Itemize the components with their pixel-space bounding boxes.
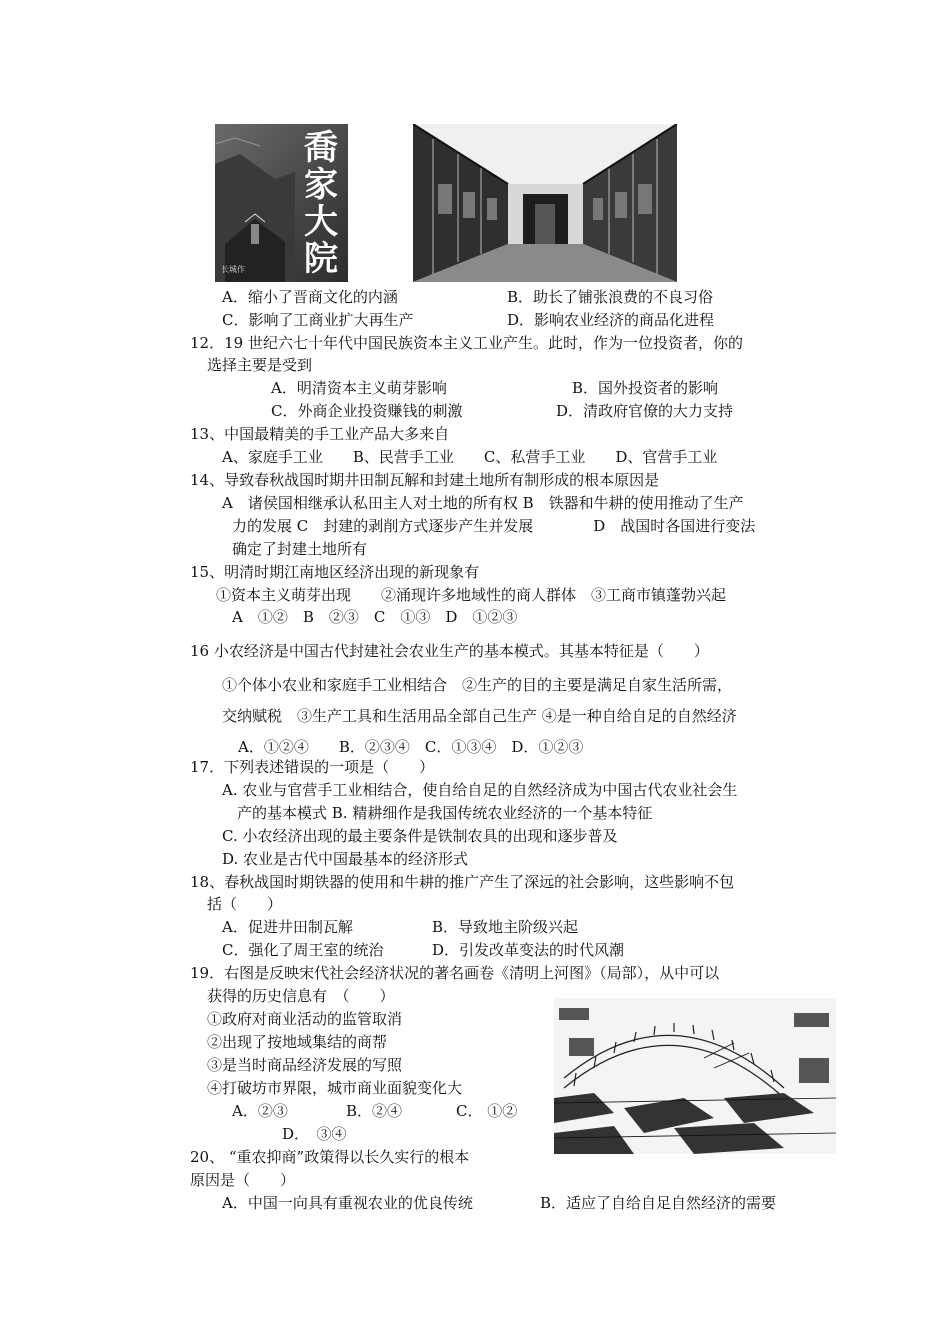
q16-stem: 16 小农经济是中国古代封建社会农业生产的基本模式。其基本特征是（ ） [190, 642, 709, 660]
q18-stem-line-1: 18、春秋战国时期铁器的使用和牛耕的推广产生了深远的社会影响，这些影响不包 [190, 873, 735, 891]
q15-stem: 15、明清时期江南地区经济出现的新现象有 [190, 563, 480, 581]
q20-option-a: A．中国一向具有重视农业的优良传统 [222, 1194, 473, 1212]
q13-options: A、家庭手工业 B、民营手工业 C、私营手工业 D、官营手工业 [222, 448, 718, 466]
q17-line-a2: 产的基本模式 B. 精耕细作是我国传统农业经济的一个基本特征 [237, 804, 653, 822]
q18-option-c: C．强化了周王室的统治 [222, 941, 384, 959]
q12-stem-line-2: 选择主要是受到 [207, 356, 313, 374]
q19-item-1: ①政府对商业活动的监管取消 [207, 1010, 403, 1028]
q18-option-b: B．导致地主阶级兴起 [432, 918, 579, 936]
q15-options: A ①② B ②③ C ①③ D ①②③ [232, 608, 518, 626]
q14-stem: 14、导致春秋战国时期井田制瓦解和封建土地所有制形成的根本原因是 [190, 471, 660, 489]
q20-option-b: B．适应了自给自足自然经济的需要 [540, 1194, 777, 1212]
q17-line-c: C. 小农经济出现的最主要条件是铁制农具的出现和逐步普及 [222, 827, 618, 845]
q18-option-a: A．促进井田制瓦解 [222, 918, 353, 936]
q16-line-2: 交纳赋税 ③生产工具和生活用品全部自己生产 ④是一种自给自足的自然经济 [222, 707, 737, 725]
q20-stem-line-1: 20、 “重农抑商”政策得以长久实行的根本 [190, 1148, 470, 1166]
q19-item-4: ④打破坊市界限，城市商业面貌变化大 [207, 1079, 463, 1097]
courtyard-corridor-photo [413, 124, 677, 282]
q17-line-d: D. 农业是古代中国最基本的经济形式 [222, 850, 469, 868]
q19-stem-line-2: 获得的历史信息有 （ ） [207, 987, 395, 1005]
qiaojia-poster-image [215, 124, 348, 282]
q14-options-line-1: A 诸侯国相继承认私田主人对土地的所有权 B 铁器和牛耕的使用推动了生产 [222, 494, 744, 512]
q12-option-c: C．外商企业投资赚钱的刺激 [271, 402, 463, 420]
q16-options: A．①②④ B．②③④ C．①③④ D．①②③ [238, 738, 584, 756]
q12-option-b: B．国外投资者的影响 [572, 379, 719, 397]
q15-items: ①资本主义萌芽出现 ②涌现许多地域性的商人群体 ③工商市镇蓬勃兴起 [216, 586, 727, 604]
qingming-painting-image [554, 998, 836, 1154]
poster-caption: 长城作 [221, 265, 245, 274]
q11-option-c: C．影响了工商业扩大再生产 [222, 311, 414, 329]
q11-option-d: D．影响农业经济的商品化进程 [507, 311, 715, 329]
q19-item-3: ③是当时商品经济发展的写照 [207, 1056, 403, 1074]
q19-option-d: D． ③④ [282, 1125, 347, 1143]
q19-item-2: ②出现了按地域集结的商帮 [207, 1033, 388, 1051]
q19-option-b: B．②④ [346, 1102, 403, 1120]
q18-stem-line-2: 括（ ） [207, 895, 283, 913]
q12-option-a: A．明清资本主义萌芽影响 [271, 379, 447, 397]
q18-option-d: D．引发改革变法的时代风潮 [432, 941, 625, 959]
poster-title: 喬家大院 [304, 128, 338, 279]
q13-stem: 13、中国最精美的手工业产品大多来自 [190, 425, 450, 443]
q14-options-line-3: 确定了封建土地所有 [232, 540, 368, 558]
q17-stem: 17．下列表述错误的一项是（ ） [190, 758, 435, 776]
q14-options-line-2: 力的发展 C 封建的剥削方式逐步产生并发展 D 战国时各国进行变法 [232, 517, 756, 535]
q12-stem-line-1: 12．19 世纪六七十年代中国民族资本主义工业产生。此时，作为一位投资者，你的 [190, 334, 743, 352]
q17-line-a1: A. 农业与官营手工业相结合，使自给自足的自然经济成为中国古代农业社会生 [222, 781, 738, 799]
q20-stem-line-2: 原因是（ ） [190, 1171, 296, 1189]
q16-line-1: ①个体小农业和家庭手工业相结合 ②生产的目的主要是满足自家生活所需， [222, 676, 733, 694]
q11-option-a: A．缩小了晋商文化的内涵 [222, 288, 398, 306]
q19-option-c: C． ①② [456, 1102, 518, 1120]
q11-option-b: B．助长了铺张浪费的不良习俗 [507, 288, 714, 306]
q12-option-d: D．清政府官僚的大力支持 [556, 402, 734, 420]
q19-stem-line-1: 19．右图是反映宋代社会经济状况的著名画卷《清明上河图》（局部），从中可以 [190, 964, 720, 982]
q19-option-a: A．②③ [232, 1102, 288, 1120]
